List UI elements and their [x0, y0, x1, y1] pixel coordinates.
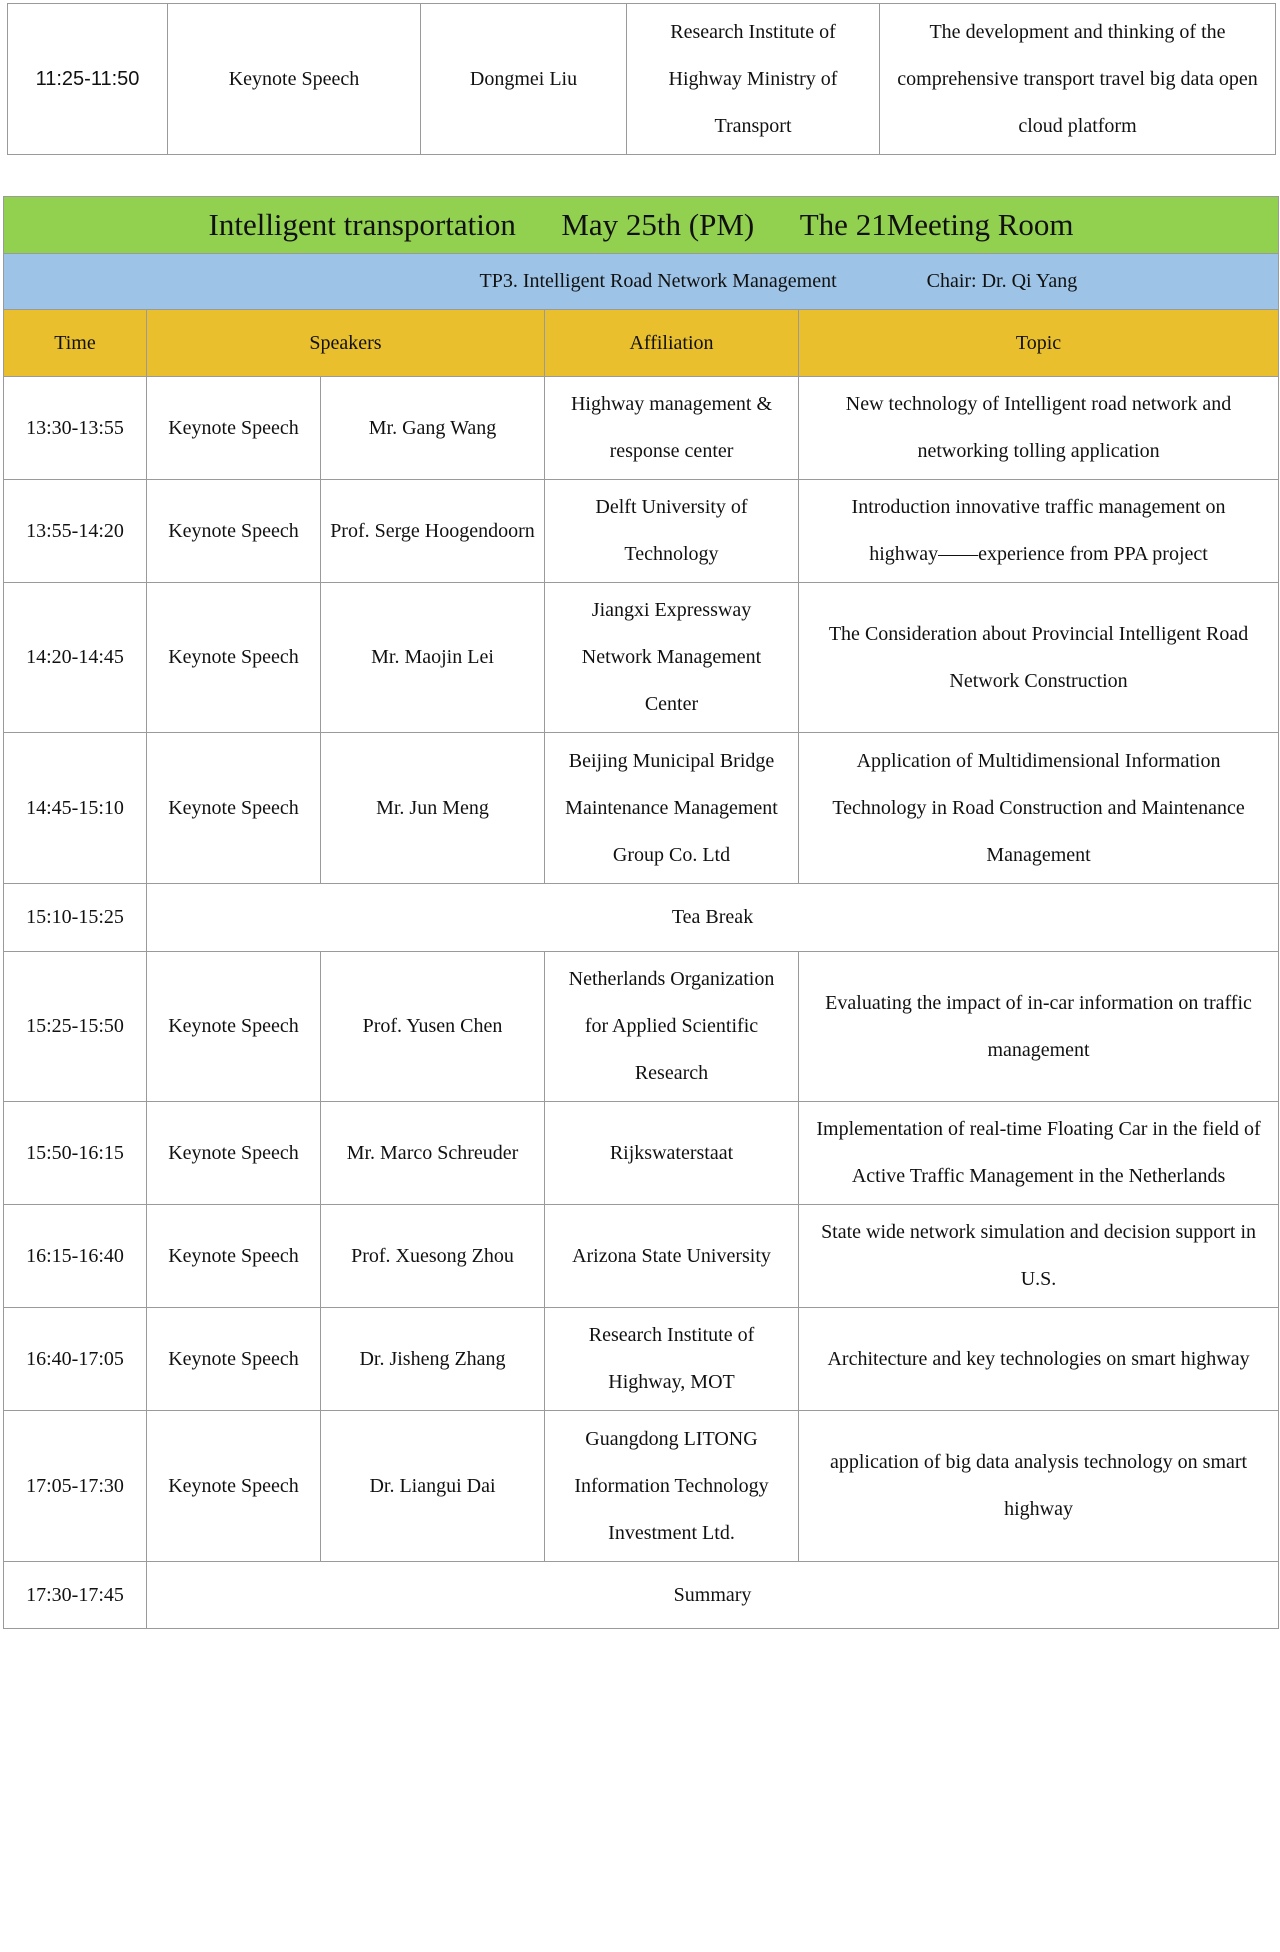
affiliation-cell: Highway management & response center	[545, 377, 799, 480]
time-cell: 16:15-16:40	[4, 1205, 147, 1308]
speech-type-cell: Keynote Speech	[147, 480, 321, 583]
speaker-cell: Dr. Jisheng Zhang	[321, 1308, 545, 1411]
table-row	[8, 4, 1276, 155]
session-chair: Chair: Dr. Qi Yang	[926, 270, 1078, 292]
topic-cell: Evaluating the impact of in-car information on traffic management	[799, 952, 1279, 1102]
time-cell: 16:40-17:05	[4, 1308, 147, 1411]
header-row	[4, 310, 1279, 377]
time-cell: 15:50-16:15	[4, 1102, 147, 1205]
header-speakers: Speakers	[147, 310, 545, 377]
time-cell: 14:45-15:10	[4, 733, 147, 884]
table-row	[4, 377, 1279, 480]
session-table	[3, 196, 1279, 1629]
affiliation-cell: Guangdong LITONG Information Technology Investment Ltd.	[545, 1411, 799, 1562]
topic-cell: application of big data analysis technology on smart highway	[799, 1411, 1279, 1562]
session-title-row	[4, 197, 1279, 254]
time-cell: 15:10-15:25	[4, 884, 147, 952]
time-cell: 13:55-14:20	[4, 480, 147, 583]
speech-type-cell: Keynote Speech	[147, 733, 321, 884]
table-row	[4, 1205, 1279, 1308]
morning-session-table	[7, 3, 1276, 155]
topic-cell: The development and thinking of the comprehensive transport travel big data open cloud platform	[880, 4, 1276, 155]
speech-type-cell: Keynote Speech	[147, 1102, 321, 1205]
table-row	[4, 1308, 1279, 1411]
affiliation-cell: Rijkswaterstaat	[545, 1102, 799, 1205]
table-row	[4, 1411, 1279, 1562]
affiliation-cell: Jiangxi Expressway Network Management Center	[545, 583, 799, 733]
table-row	[4, 583, 1279, 733]
topic-cell: New technology of Intelligent road network and networking tolling application	[799, 377, 1279, 480]
speaker-cell: Prof. Serge Hoogendoorn	[321, 480, 545, 583]
speaker-cell: Prof. Xuesong Zhou	[321, 1205, 545, 1308]
session-subtitle	[4, 254, 1279, 310]
break-cell: Summary	[147, 1562, 1279, 1629]
header-topic: Topic	[799, 310, 1279, 377]
speaker-cell: Mr. Marco Schreuder	[321, 1102, 545, 1205]
time-cell: 13:30-13:55	[4, 377, 147, 480]
affiliation-cell: Arizona State University	[545, 1205, 799, 1308]
speaker-cell: Mr. Maojin Lei	[321, 583, 545, 733]
session-subtitle-row	[4, 254, 1279, 310]
affiliation-cell: Research Institute of Highway, MOT	[545, 1308, 799, 1411]
speech-type-cell: Keynote Speech	[147, 377, 321, 480]
speech-type-cell: Keynote Speech	[168, 4, 421, 155]
table-row	[4, 480, 1279, 583]
header-time: Time	[4, 310, 147, 377]
table-row	[4, 1102, 1279, 1205]
session-room: The 21Meeting Room	[799, 207, 1074, 242]
speaker-cell: Dr. Liangui Dai	[321, 1411, 545, 1562]
topic-cell: Architecture and key technologies on smart highway	[799, 1308, 1279, 1411]
speaker-cell: Mr. Gang Wang	[321, 377, 545, 480]
time-cell: 15:25-15:50	[4, 952, 147, 1102]
speech-type-cell: Keynote Speech	[147, 1308, 321, 1411]
break-cell: Tea Break	[147, 884, 1279, 952]
speaker-cell: Mr. Jun Meng	[321, 733, 545, 884]
header-affiliation: Affiliation	[545, 310, 799, 377]
topic-cell: The Consideration about Provincial Intelligent Road Network Construction	[799, 583, 1279, 733]
speech-type-cell: Keynote Speech	[147, 952, 321, 1102]
speaker-cell: Dongmei Liu	[421, 4, 627, 155]
table-row	[4, 733, 1279, 884]
time-cell: 17:30-17:45	[4, 1562, 147, 1629]
speech-type-cell: Keynote Speech	[147, 583, 321, 733]
affiliation-cell: Netherlands Organization for Applied Scientific Research	[545, 952, 799, 1102]
time-cell: 14:20-14:45	[4, 583, 147, 733]
topic-cell: State wide network simulation and decision support in U.S.	[799, 1205, 1279, 1308]
table-row	[4, 1562, 1279, 1629]
affiliation-cell: Research Institute of Highway Ministry of Transport	[627, 4, 880, 155]
table-row	[4, 884, 1279, 952]
time-cell: 11:25-11:50	[8, 4, 168, 155]
speaker-cell: Prof. Yusen Chen	[321, 952, 545, 1102]
speech-type-cell: Keynote Speech	[147, 1205, 321, 1308]
topic-cell: Implementation of real-time Floating Car in the field of Active Traffic Management in the Netherlands	[799, 1102, 1279, 1205]
topic-cell: Introduction innovative traffic management on highway——experience from PPA project	[799, 480, 1279, 583]
session-topic: Intelligent transportation	[208, 207, 516, 242]
table-row	[4, 952, 1279, 1102]
affiliation-cell: Beijing Municipal Bridge Maintenance Management Group Co. Ltd	[545, 733, 799, 884]
time-cell: 17:05-17:30	[4, 1411, 147, 1562]
session-name: TP3. Intelligent Road Network Management	[479, 270, 837, 292]
affiliation-cell: Delft University of Technology	[545, 480, 799, 583]
topic-cell: Application of Multidimensional Information Technology in Road Construction and Maintenance Management	[799, 733, 1279, 884]
speech-type-cell: Keynote Speech	[147, 1411, 321, 1562]
session-date: May 25th (PM)	[561, 207, 755, 242]
session-title	[4, 197, 1279, 254]
